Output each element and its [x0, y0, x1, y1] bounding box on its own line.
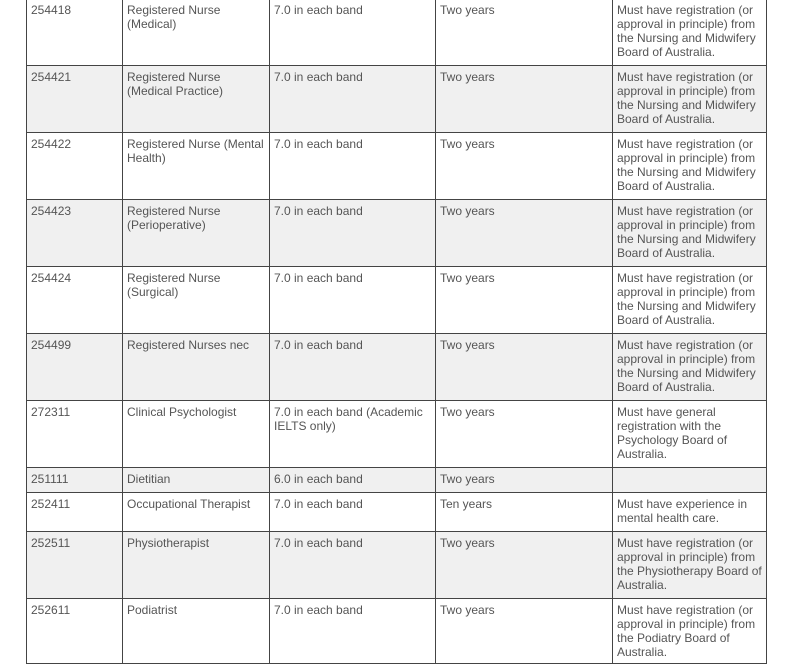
occupation-name-cell: Registered Nurse (Mental Health) [123, 133, 270, 200]
experience-cell: Two years [436, 599, 613, 664]
occupation-code-cell: 252411 [27, 493, 123, 532]
experience-cell: Two years [436, 334, 613, 401]
occupation-table-container [26, 0, 766, 664]
experience-cell: Ten years [436, 493, 613, 532]
registration-cell: Must have registration (or approval in principle) from the Podiatry Board of Australia. [613, 599, 767, 664]
occupation-name-cell: Dietitian [123, 468, 270, 493]
registration-cell: Must have registration (or approval in principle) from the Nursing and Midwifery Board of Australia. [613, 66, 767, 133]
occupation-code-cell: 254423 [27, 200, 123, 267]
english-requirement-cell: 7.0 in each band [270, 0, 436, 66]
registration-cell: Must have registration (or approval in principle) from the Nursing and Midwifery Board of Australia. [613, 267, 767, 334]
english-requirement-cell: 7.0 in each band [270, 599, 436, 664]
occupation-name-cell: Physiotherapist [123, 532, 270, 599]
occupation-name-cell: Registered Nurse (Perioperative) [123, 200, 270, 267]
table-row [27, 401, 767, 468]
english-requirement-cell: 7.0 in each band [270, 66, 436, 133]
occupation-code-cell: 252611 [27, 599, 123, 664]
occupation-code-cell: 272311 [27, 401, 123, 468]
english-requirement-cell: 6.0 in each band [270, 468, 436, 493]
occupation-code-cell: 254422 [27, 133, 123, 200]
table-row [27, 468, 767, 493]
experience-cell: Two years [436, 0, 613, 66]
occupation-code-cell: 252511 [27, 532, 123, 599]
registration-cell: Must have experience in mental health care. [613, 493, 767, 532]
registration-cell [613, 468, 767, 493]
registration-cell: Must have registration (or approval in principle) from the Physiotherapy Board of Australia. [613, 532, 767, 599]
english-requirement-cell: 7.0 in each band [270, 493, 436, 532]
english-requirement-cell: 7.0 in each band [270, 200, 436, 267]
table-row [27, 334, 767, 401]
experience-cell: Two years [436, 532, 613, 599]
occupation-name-cell: Registered Nurse (Surgical) [123, 267, 270, 334]
english-requirement-cell: 7.0 in each band [270, 334, 436, 401]
english-requirement-cell: 7.0 in each band (Academic IELTS only) [270, 401, 436, 468]
experience-cell: Two years [436, 401, 613, 468]
occupation-code-cell: 254421 [27, 66, 123, 133]
table-row [27, 599, 767, 664]
registration-cell: Must have general registration with the Psychology Board of Australia. [613, 401, 767, 468]
table-row [27, 493, 767, 532]
occupation-name-cell: Registered Nurse (Medical) [123, 0, 270, 66]
registration-cell: Must have registration (or approval in principle) from the Nursing and Midwifery Board of Australia. [613, 200, 767, 267]
table-row [27, 532, 767, 599]
table-row [27, 200, 767, 267]
registration-cell: Must have registration (or approval in principle) from the Nursing and Midwifery Board of Australia. [613, 0, 767, 66]
experience-cell: Two years [436, 468, 613, 493]
experience-cell: Two years [436, 133, 613, 200]
occupation-name-cell: Occupational Therapist [123, 493, 270, 532]
occupation-name-cell: Podiatrist [123, 599, 270, 664]
table-row [27, 133, 767, 200]
occupation-code-cell: 254499 [27, 334, 123, 401]
occupation-requirements-table [26, 0, 767, 664]
occupation-code-cell: 251111 [27, 468, 123, 493]
experience-cell: Two years [436, 200, 613, 267]
registration-cell: Must have registration (or approval in principle) from the Nursing and Midwifery Board of Australia. [613, 133, 767, 200]
english-requirement-cell: 7.0 in each band [270, 133, 436, 200]
english-requirement-cell: 7.0 in each band [270, 267, 436, 334]
registration-cell: Must have registration (or approval in principle) from the Nursing and Midwifery Board of Australia. [613, 334, 767, 401]
experience-cell: Two years [436, 66, 613, 133]
occupation-name-cell: Registered Nurses nec [123, 334, 270, 401]
occupation-code-cell: 254424 [27, 267, 123, 334]
occupation-name-cell: Registered Nurse (Medical Practice) [123, 66, 270, 133]
table-row [27, 0, 767, 66]
table-row [27, 267, 767, 334]
occupation-code-cell: 254418 [27, 0, 123, 66]
experience-cell: Two years [436, 267, 613, 334]
table-row [27, 66, 767, 133]
occupation-name-cell: Clinical Psychologist [123, 401, 270, 468]
english-requirement-cell: 7.0 in each band [270, 532, 436, 599]
